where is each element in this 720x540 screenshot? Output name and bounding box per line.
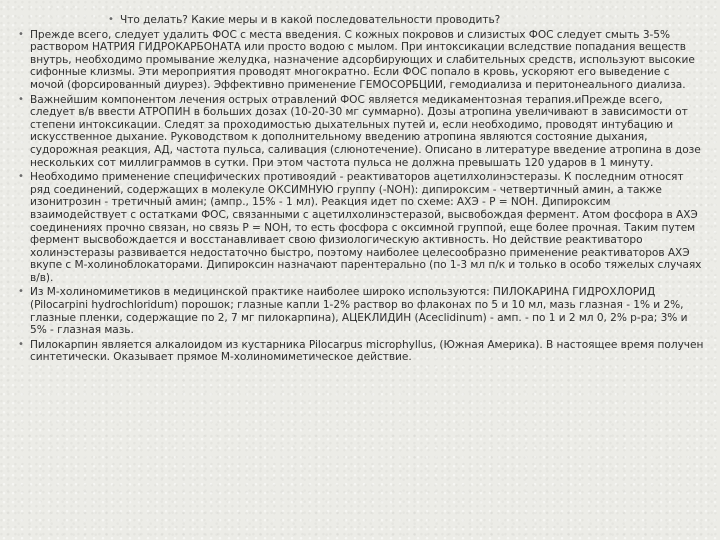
paragraph-text: Необходимо применение специфических противоядий - реактиваторов ацетилхолинэстеразы. К последним относят ряд соединений, содержащих в молекуле ОКСИМНУЮ группу (-NОН): дипироксим - четвертичный амин, а также изонитрозин - третичный амин; (ампр., 15% - 1 мл). Реакция идет по схеме: АХЭ - Р = NОН. Дипироксим взаимодействует с остатками ФОС, связанными с ацетилхолинэстеразой, высвобождая фермент. Атом фосфора в АХЭ соединениях прочно связан, но связь Р = NОН, то есть фосфора с оксимной группой, еще более прочная. Таким путем фермент высвобождается и восстанавливает свою физиологическую активность. Но действие реактиваторо холинэстеразы развивается недостаточно быстро, поэтому наиболее целесообразно применение реактиваторов АХЭ вкупе с М-холиноблокаторами. Дипироксин назначают парентерально (по 1-3 мл п/к и только в особо тяжелых случаях в/в). xyxy=(30,171,702,284)
bullet-icon: • xyxy=(18,338,24,350)
paragraph-text: Из М-холиномиметиков в медицинской практике наиболее широко используются: ПИЛОКАРИНА ГИДРОХЛОРИД (Pilocarpini hydrochloridum) порошок; глазные капли 1-2% раствор во флаконах по 5 и 10 мл, мазь глазная - 1% и 2%, глазные пленки, содержащие по 2, 7 мг пилокарпина), АЦЕКЛИДИН (Aceclidinum) - амп. - по 1 и 2 мл 0, 2% р-ра; 3% и 5% - глазная мазь. xyxy=(30,286,688,337)
bullet-icon: • xyxy=(108,14,114,25)
paragraph-removal xyxy=(18,28,704,92)
bullet-icon: • xyxy=(18,171,24,183)
bullet-icon: • xyxy=(18,93,24,105)
slide-heading xyxy=(30,14,704,27)
heading-text: Что делать? Какие меры и в какой последовательности проводить? xyxy=(120,14,501,26)
paragraph-text: Прежде всего, следует удалить ФОС с места введения. С кожных покровов и слизистых ФОС следует смыть 3-5% раствором НАТРИЯ ГИДРОКАРБОНАТА или просто водою с мылом. При интоксикации вследствие попадания веществ внутрь, необходимо промывание желудка, назначение адсорбирующих и слабительных средств, используют высокие сифонные клизмы. Эти мероприятия проводят многократно. Если ФОС попало в кровь, ускоряют его выведение с мочой (форсированный диурез). Эффективно применение ГЕМОСОРБЦИИ, гемодиализа и перитонеального диализа. xyxy=(30,28,695,91)
paragraph-text: Пилокарпин является алкалоидом из кустарника Pilocarpus microphyllus, (Южная Америка). В настоящее время получен синтетически. Оказывает прямое М-холиномиметическое действие. xyxy=(30,338,704,364)
paragraph-text: Важнейшим компонентом лечения острых отравлений ФОС является медикаментозная терапия.иПрежде всего, следует в/в ввести АТРОПИН в больших дозах (10-20-30 мг суммарно). Дозы атропина увеличивают в зависимости от степени интоксикации. Следят за проходимостью дыхательных путей и, если необходимо, проводят интубацию и искусственное дыхание. Руководством к дополнительному введению атропина являются состояние дыхания, судорожная реакция, АД, частота пульса, саливация (слюнотечение). Описано в литературе введение атропина в дозе нескольких сот миллиграммов в сутки. При этом частота пульса не должна превышать 120 ударов в 1 минуту. xyxy=(30,93,701,169)
bullet-icon: • xyxy=(18,28,24,40)
paragraph-atropine xyxy=(18,93,704,170)
bullet-icon: • xyxy=(18,286,24,298)
paragraph-pilocarpine xyxy=(18,338,704,364)
slide-body xyxy=(18,14,704,366)
paragraph-cholinomimetics xyxy=(18,286,704,337)
paragraph-reactivators xyxy=(18,171,704,284)
